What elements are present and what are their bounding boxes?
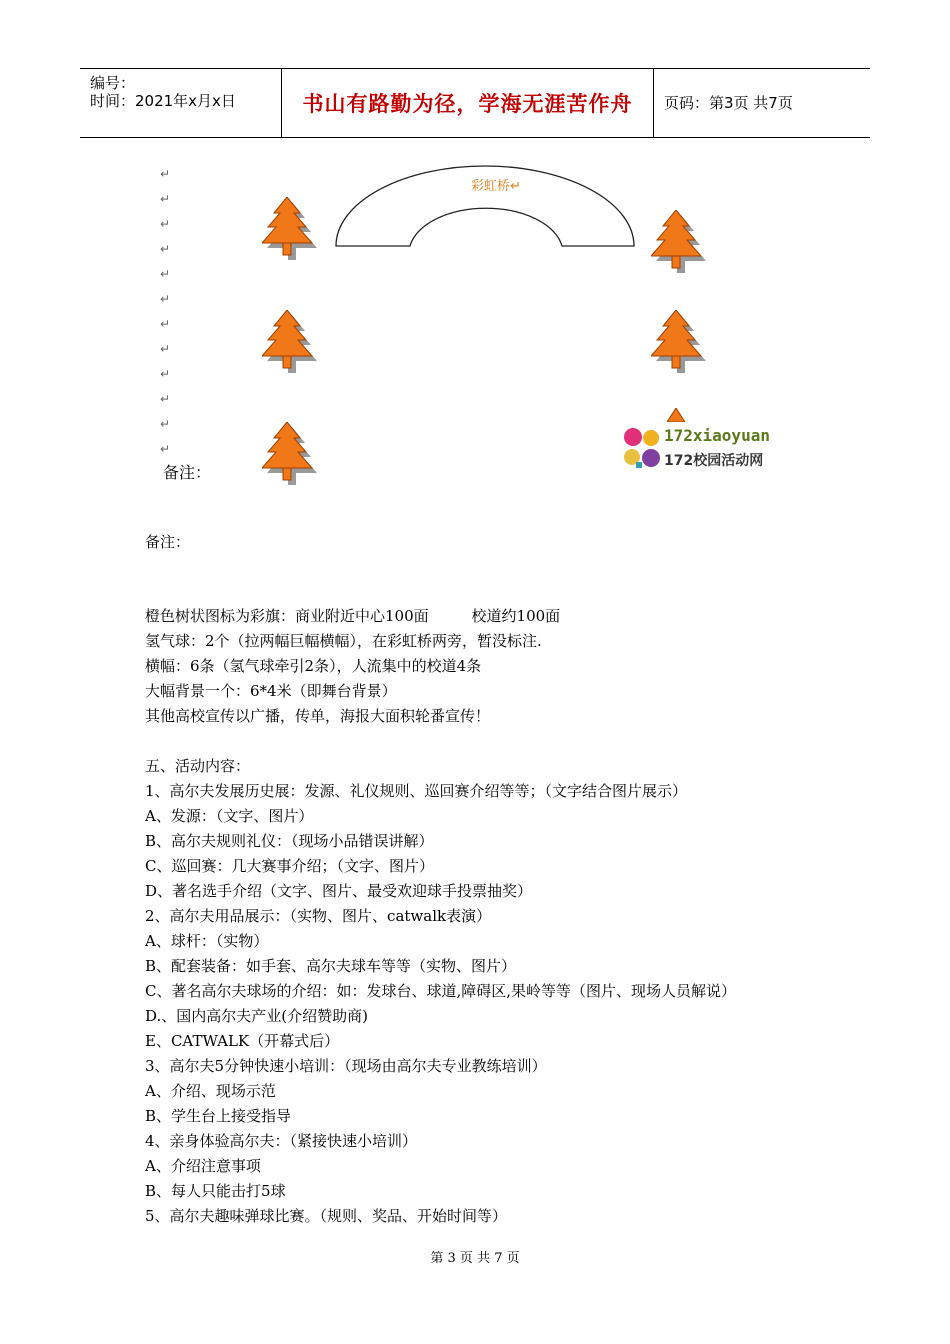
body-line: C、巡回赛：几大赛事介绍；（文字、图片）	[145, 857, 434, 875]
body-line: B、每人只能击打5球	[145, 1182, 286, 1200]
logo-text-chinese: 172校园活动网	[664, 453, 764, 469]
flag-tree-icon	[262, 197, 318, 263]
body-line: 1、高尔夫发展历史展：发源、礼仪规则、巡回赛介绍等等；（文字结合图片展示）	[145, 782, 688, 800]
body-line: C、著名高尔夫球场的介绍：如：发球台、球道,障碍区,果岭等等（图片、现场人员解说）	[145, 982, 737, 1000]
body-line: 3、高尔夫5分钟快速小培训：（现场由高尔夫专业教练培训）	[145, 1057, 547, 1075]
flag-tree-partial-icon	[667, 408, 685, 422]
return-mark: ↵	[160, 242, 171, 256]
body-line: D、著名选手介绍（文字、图片、最受欢迎球手投票抽奖）	[145, 882, 533, 900]
return-mark: ↵	[160, 267, 171, 281]
section-heading: 五、活动内容：	[145, 757, 251, 775]
body-line: A、介绍注意事项	[145, 1157, 261, 1175]
rainbow-bridge-shape	[330, 158, 640, 250]
body-line: B、学生台上接受指导	[145, 1107, 292, 1125]
diagram-note: 备注：	[163, 463, 212, 482]
return-mark: ↵	[160, 342, 171, 356]
logo-emblem-icon	[622, 426, 664, 470]
page-footer: 第 3 页 共 7 页	[430, 1251, 520, 1266]
body-line: A、球杆：（实物）	[145, 932, 269, 950]
flag-tree-icon	[262, 422, 318, 488]
bridge-label: 彩虹桥↵	[471, 179, 521, 194]
return-mark: ↵	[160, 367, 171, 381]
body-line: B、高尔夫规则礼仪：（现场小品错误讲解）	[145, 832, 434, 850]
header-meta-cell	[80, 69, 282, 137]
body-line: 4、亲身体验高尔夫：（紧接快速小培训）	[145, 1132, 418, 1150]
body-line: 其他高校宣传以广播，传单，海报大面积轮番宣传！	[145, 707, 491, 725]
body-line: D.、国内高尔夫产业(介绍赞助商)	[145, 1007, 368, 1025]
body-line: B、配套装备：如手套、高尔夫球车等等（实物、图片）	[145, 957, 517, 975]
return-marks	[160, 162, 180, 462]
body-line: 橙色树状图标为彩旗：商业附近中心100面 校道约100面	[145, 607, 561, 625]
motto: 书山有路勤为径，学海无涯苦作舟	[302, 92, 633, 116]
return-mark: ↵	[160, 217, 171, 231]
page-header	[80, 68, 870, 138]
body-line: 大幅背景一个：6*4米（即舞台背景）	[145, 682, 397, 700]
return-mark: ↵	[160, 392, 171, 406]
flag-tree-icon	[651, 210, 707, 276]
body-line: E、CATWALK（开幕式后）	[145, 1032, 340, 1050]
time-label: 时间：2021年x月x日	[90, 92, 236, 110]
return-mark: ↵	[160, 167, 171, 181]
flag-tree-icon	[262, 310, 318, 376]
body-line: 2、高尔夫用品展示：（实物、图片、catwalk表演）	[145, 907, 492, 925]
number-label: 编号：	[90, 74, 136, 92]
site-logo	[620, 422, 800, 472]
body-line: 氢气球：2个（拉两幅巨幅横幅），在彩虹桥两旁，暂没标注.	[145, 632, 542, 650]
flag-tree-icon	[651, 310, 707, 376]
logo-text-latin: 172xiaoyuan	[664, 426, 770, 445]
return-mark: ↵	[160, 192, 171, 206]
layout-diagram	[140, 150, 840, 495]
body-line: A、发源：（文字、图片）	[145, 807, 314, 825]
body-line: A、介绍、现场示范	[145, 1082, 276, 1100]
page-info: 页码：第3页 共7页	[664, 93, 793, 112]
body-note: 备注：	[145, 533, 191, 551]
return-mark: ↵	[160, 442, 171, 456]
body-line: 横幅：6条（氢气球牵引2条），人流集中的校道4条	[145, 657, 482, 675]
return-mark: ↵	[160, 317, 171, 331]
return-mark: ↵	[160, 417, 171, 431]
header-motto-cell	[282, 69, 654, 137]
return-mark: ↵	[160, 292, 171, 306]
header-page-cell	[654, 69, 870, 137]
body-line: 5、高尔夫趣味弹球比赛。（规则、奖品、开始时间等）	[145, 1207, 508, 1225]
